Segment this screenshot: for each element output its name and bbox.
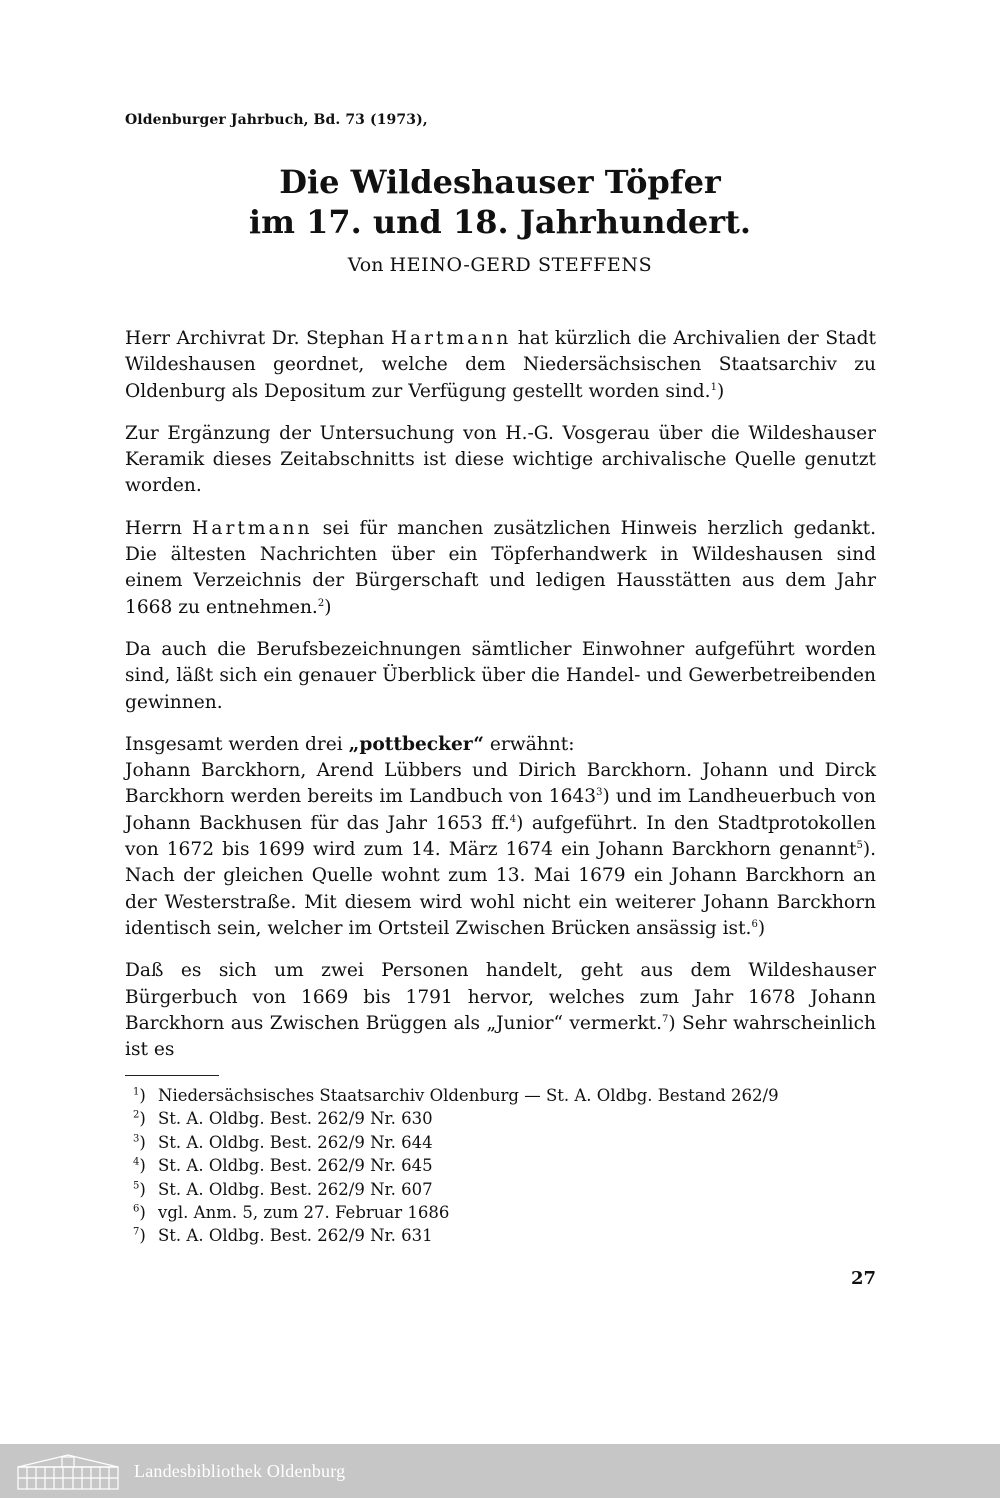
name-hartmann: Hartmann — [192, 517, 313, 539]
author-line — [0, 252, 1000, 278]
quote-junior: „Junior“ — [486, 1012, 564, 1034]
footnote-divider — [125, 1075, 219, 1076]
footnote-6: $^6$) vgl. Anm. 5, zum 27. Februar 1686 — [133, 1203, 450, 1223]
footnote-ref-3: 3 — [596, 787, 603, 799]
paragraph-3: Herrn Hartmann sei für manchen zusätzlichen Hinweis herzlich gedankt. Die ältesten Nachrichten über ein Töpferhandwerk in Wildeshausen sind einem Verzeichnis der Bürgerschaft und ledigen Hausstätten aus dem Jahr 1668 zu entnehmen.$^2$) — [125, 517, 876, 618]
article-body — [125, 326, 876, 1079]
author-prefix: Von — [347, 254, 384, 276]
footnote-2: $^2$) St. A. Oldbg. Best. 262/9 Nr. 630 — [133, 1109, 433, 1129]
footnote-3: $^3$) St. A. Oldbg. Best. 262/9 Nr. 644 — [133, 1132, 433, 1152]
footnote-5: $^5$) St. A. Oldbg. Best. 262/9 Nr. 607 — [133, 1179, 433, 1199]
article-title-line-1: Die Wildeshauser Töpfer — [279, 163, 721, 201]
footnotes — [133, 1084, 873, 1248]
footnote-7: $^7$) St. A. Oldbg. Best. 262/9 Nr. 631 — [133, 1226, 433, 1246]
footnote-ref-7: 7 — [661, 1013, 669, 1025]
paragraph-2: Zur Ergänzung der Untersuchung von H.-G. Vosgerau über die Wildeshauser Keramik dieses Zeitabschnitts ist diese wichtige archivalische Quelle genutzt worden. — [125, 422, 876, 497]
library-footer-bar — [0, 1444, 1000, 1498]
paragraph-7: Daß es sich um zwei Personen handelt, geht aus dem Wildeshauser Bürgerbuch von 1669 bis 1791 hervor, welches zum Jahr 1678 Johann Barckhorn aus Zwischen Brüggen als „Junior“ vermerkt.$^7$) Sehr wahrscheinlich ist es — [125, 960, 876, 1061]
paragraph-5: Insgesamt werden drei „pottbecker“ erwähnt: — [125, 733, 575, 755]
footnote-ref-6: 6 — [751, 918, 758, 930]
paragraph-1: Herr Archivrat Dr. Stephan Hartmann hat kürzlich die Archivalien der Stadt Wildeshausen geordnet, welche dem Niedersächsischen Staatsarchiv zu Oldenburg als Depositum zur Verfügung gestellt worden sind.$^1$) — [125, 328, 876, 402]
footnote-ref-4: 4 — [509, 813, 517, 825]
journal-header: Oldenburger Jahrbuch, Bd. 73 (1973), — [125, 112, 428, 128]
article-title-line-2: im 17. und 18. Jahrhundert. — [248, 203, 752, 241]
paragraph-6: Johann Barckhorn, Arend Lübbers und Dirich Barckhorn. Johann und Dirck Barckhorn werden bereits im Landbuch von 1643$^3$) und im Landheuerbuch von Johann Backhusen für das Jahr 1653 ff.$^4$) aufgeführt. In den Stadtprotokollen von 1672 bis 1699 wird zum 14. März 1674 ein Johann Barckhorn genannt$^5$). Nach der gleichen Quelle wohnt zum 13. Mai 1679 ein Johann Barckhorn an der Westerstraße. Mit diesem wird wohl nicht ein weiterer Johann Barckhorn identisch sein, welcher im Ortsteil Zwischen Brücken ansässig ist.$^6$) — [125, 760, 876, 939]
article-title-block — [0, 162, 1000, 278]
term-pottbecker: „pottbecker“ — [348, 733, 484, 755]
footnote-1: $^1$) Niedersächsisches Staatsarchiv Oldenburg — St. A. Oldbg. Bestand 262/9 — [133, 1086, 779, 1105]
footnote-ref-1: 1 — [710, 381, 717, 393]
library-building-icon — [14, 1451, 122, 1491]
author-name: HEINO-GERD STEFFENS — [389, 254, 653, 276]
library-name: Landesbibliothek Oldenburg — [134, 1460, 346, 1481]
footnote-4: $^4$) St. A. Oldbg. Best. 262/9 Nr. 645 — [133, 1156, 433, 1176]
page-number: 27 — [851, 1268, 877, 1289]
paragraph-4: Da auch die Berufsbezeichnungen sämtlicher Einwohner aufgeführt worden sind, läßt sich ein genauer Überblick über die Handel- und Gewerbetreibenden gewinnen. — [125, 638, 876, 713]
footnote-ref-2: 2 — [317, 597, 325, 609]
footnote-ref-5: 5 — [856, 839, 863, 851]
name-hartmann: Hartmann — [390, 328, 512, 349]
